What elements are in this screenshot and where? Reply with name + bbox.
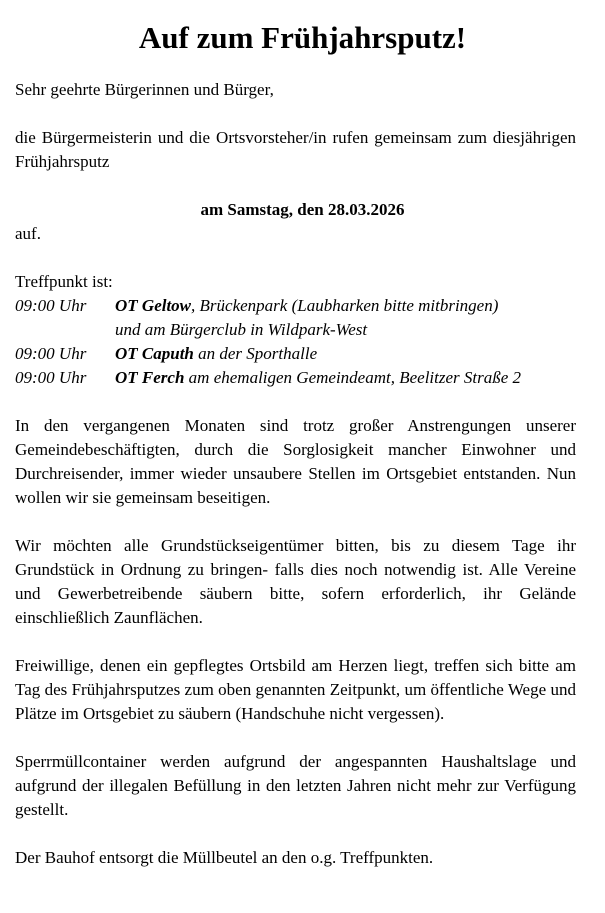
spacer xyxy=(15,510,576,534)
body-paragraph: Freiwillige, denen ein gepflegtes Ortsbild am Herzen liegt, treffen sich bitte am Tag des Frühjahrsputzes zum oben genannten Zeitpunkt, um öffentliche Wege und Plätze im Ortsgebiet zu säubern (Handschuhe nicht vergessen). xyxy=(15,656,576,723)
meeting-heading: Treffpunkt ist: xyxy=(15,272,113,291)
meeting-point-row-continued xyxy=(15,318,576,342)
meeting-point-row xyxy=(15,366,576,390)
closing-paragraph: Der Bauhof entsorgt die Müllbeutel an den o.g. Treffpunkten. xyxy=(15,848,434,867)
meeting-place: OT Geltow xyxy=(115,296,192,315)
salutation: Sehr geehrte Bürgerinnen und Bürger, xyxy=(15,80,274,99)
meeting-point-row xyxy=(15,294,576,318)
body-paragraph: Wir möchten alle Grundstückseigentümer bitten, bis zu diesem Tage ihr Grundstück in Ordnung zu bringen- falls dies noch notwendig ist. Alle Vereine und Gewerbetreibende säubern bitte, sofern erforderlich, ihr Gelände einschließlich Zaunflächen. xyxy=(15,536,576,627)
meeting-description xyxy=(115,342,576,366)
page-title: Auf zum Frühjahrsputz! xyxy=(138,20,467,55)
meeting-point-row xyxy=(15,342,576,366)
spacer xyxy=(15,102,576,126)
meeting-detail-continued: und am Bürgerclub in Wildpark-West xyxy=(115,320,368,339)
meeting-time: 09:00 Uhr xyxy=(15,296,87,315)
meeting-points-list xyxy=(15,294,576,390)
meeting-detail: an der Sporthalle xyxy=(193,344,318,363)
meeting-detail: am ehemaligen Gemeindeamt, Beelitzer Straße 2 xyxy=(184,368,522,387)
meeting-description xyxy=(115,294,576,318)
meeting-detail: , Brückenpark (Laubharken bitte mitbringen) xyxy=(191,296,499,315)
spacer xyxy=(15,630,576,654)
body-paragraph: Sperrmüllcontainer werden aufgrund der angespannten Haushaltslage und aufgrund der illegalen Befüllung in den letzten Jahren nicht mehr zur Verfügung gestellt. xyxy=(15,752,576,819)
meeting-time: 09:00 Uhr xyxy=(15,368,87,387)
intro-paragraph: die Bürgermeisterin und die Ortsvorsteher/in rufen gemeinsam zum diesjährigen Frühjahrsputz xyxy=(15,128,576,171)
meeting-place: OT Ferch xyxy=(115,368,185,387)
spacer xyxy=(15,246,576,270)
body-paragraph: In den vergangenen Monaten sind trotz großer Anstrengungen unserer Gemeindebeschäftigten, durch die Sorglosigkeit mancher Einwohner und Durchreisender, immer wieder unsaubere Stellen im Ortsgebiet entstanden. Nun wollen wir sie gemeinsam beseitigen. xyxy=(15,416,576,507)
meeting-time: 09:00 Uhr xyxy=(15,344,87,363)
meeting-description xyxy=(115,366,576,390)
event-date: am Samstag, den 28.03.2026 xyxy=(200,200,405,219)
meeting-place: OT Caputh xyxy=(115,344,194,363)
after-date-text: auf. xyxy=(15,224,41,243)
meeting-time-empty xyxy=(15,318,115,342)
spacer xyxy=(15,174,576,198)
spacer xyxy=(15,726,576,750)
spacer xyxy=(15,390,576,414)
spacer xyxy=(15,822,576,846)
